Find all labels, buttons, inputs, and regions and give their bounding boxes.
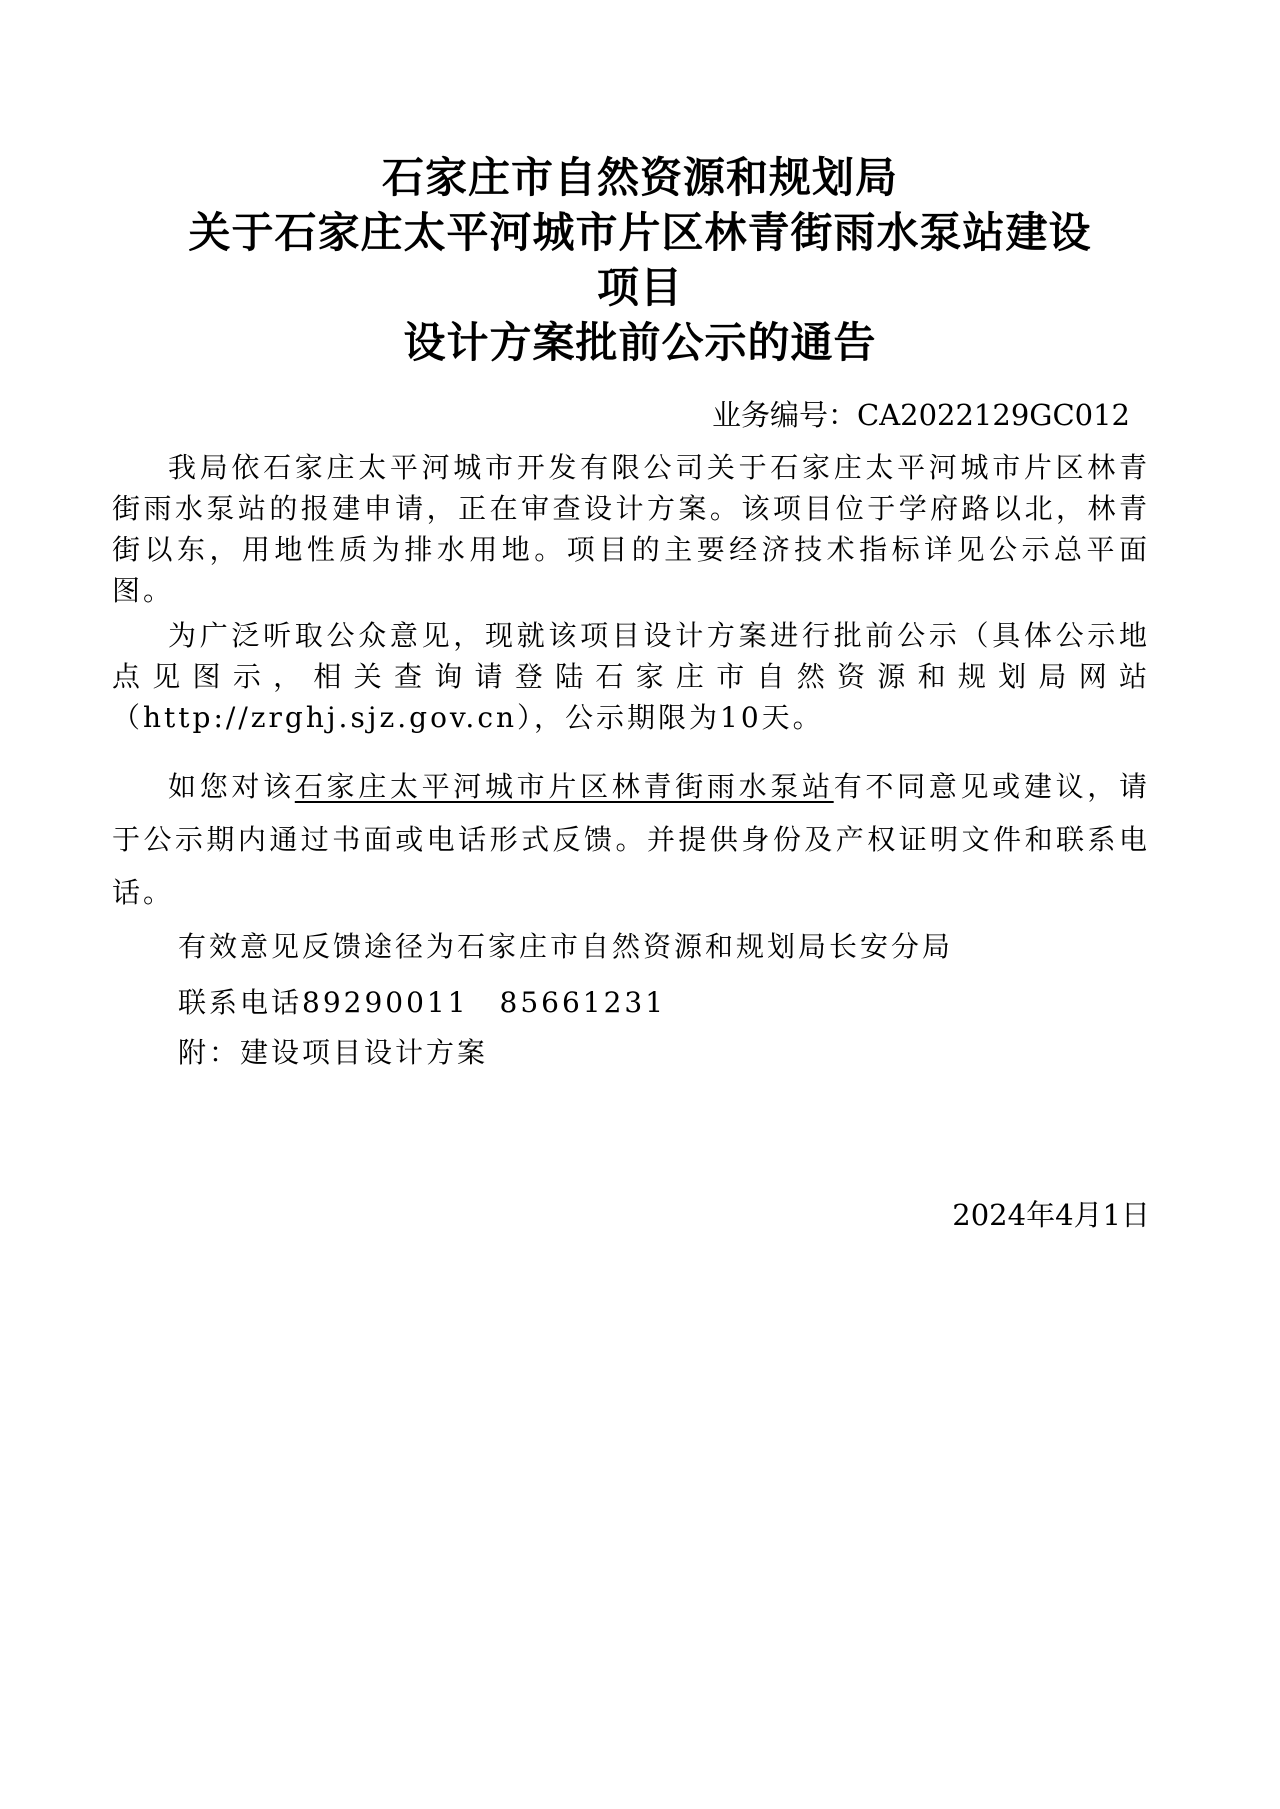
notice-date: 2024年4月1日 xyxy=(952,1198,1150,1232)
title-line-1: 石家庄市自然资源和规划局 xyxy=(381,153,898,202)
project-name-underlined: 石家庄太平河城市片区林青街雨水泵站 xyxy=(294,770,834,803)
paragraph-publicity: 为广泛听取公众意见，现就该项目设计方案进行批前公示（具体公示地点见图示，相关查询请登陆石家庄市自然资源和规划局网站（http://zrghj.sjz.gov.cn），公示期限为10天。 xyxy=(112,619,1150,734)
business-number: 业务编号：CA2022129GC012 xyxy=(712,398,1130,432)
title-line-4: 设计方案批前公示的通告 xyxy=(403,318,877,367)
title-line-3: 项目 xyxy=(596,263,683,312)
feedback-prefix: 如您对该 xyxy=(168,770,295,803)
attachment-note: 附：建设项目设计方案 xyxy=(178,1036,489,1069)
feedback-suffix: 有不同意见或建议，请于公示期内通过书面或电话形式反馈。并提供身份及产权证明文件和联系电话。 xyxy=(112,770,1150,909)
title-line-2: 关于石家庄太平河城市片区林青街雨水泵站建设 xyxy=(188,208,1092,257)
feedback-channel: 有效意见反馈途径为石家庄市自然资源和规划局长安分局 xyxy=(178,930,954,963)
notice-title xyxy=(100,150,1180,370)
paragraph-application: 我局依石家庄太平河城市开发有限公司关于石家庄太平河城市片区林青街雨水泵站的报建申请，正在审查设计方案。该项目位于学府路以北，林青街以东，用地性质为排水用地。项目的主要经济技术指标详见公示总平面图。 xyxy=(112,451,1150,607)
paragraph-feedback xyxy=(112,760,1150,919)
contact-phone: 联系电话89290011 85661231 xyxy=(178,986,667,1019)
